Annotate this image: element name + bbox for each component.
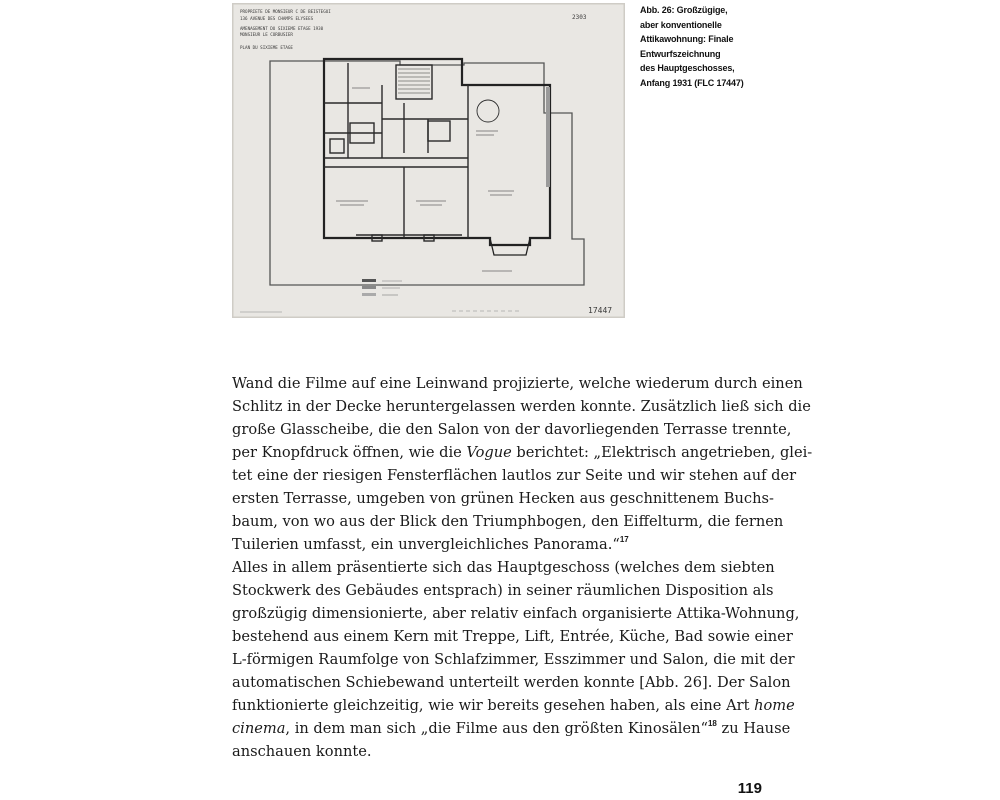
footnote-ref[interactable]: 18 xyxy=(707,719,717,728)
plan-corner-number: 2303 xyxy=(572,14,587,21)
text-line: Wand die Filme auf eine Leinwand projizierte, welche wiederum durch einen xyxy=(232,375,803,392)
magazine-title: Vogue xyxy=(466,444,512,461)
plan-title-line: 136 AVENUE DES CHAMPS ELYSEES xyxy=(240,16,314,21)
text-line: bestehend aus einem Kern mit Treppe, Lift, Entrée, Küche, Bad sowie einer xyxy=(232,628,793,645)
text-run: , in dem man sich „die Filme aus den größten Kinosälen“ xyxy=(285,720,708,737)
text-run: per Knopfdruck öffnen, wie die xyxy=(232,444,467,461)
caption-line: aber konventionelle xyxy=(640,19,722,30)
text-line xyxy=(232,441,813,464)
text-line xyxy=(232,533,762,556)
caption-line: Abb. 26: Großzügige, xyxy=(640,5,728,15)
text-line: Schlitz in der Decke heruntergelassen werden konnte. Zusätzlich ließ sich die xyxy=(232,398,811,415)
text-line: automatischen Schiebewand unterteilt werden konnte [Abb. 26]. Der Salon xyxy=(232,674,791,691)
text-line: ersten Terrasse, umgeben von grünen Hecken aus geschnittenem Buchs- xyxy=(232,490,774,507)
plan-sheet-number: 17447 xyxy=(588,306,613,315)
text-line: Alles in allem präsentierte sich das Hauptgeschoss (welches dem siebten xyxy=(232,559,775,576)
emphasis-text: cinema xyxy=(232,720,286,737)
text-run: zu Hause xyxy=(716,720,791,737)
text-line xyxy=(232,694,795,717)
text-line: anschauen konnte. xyxy=(232,743,372,760)
page-number: 119 xyxy=(737,780,762,797)
text-run: funktionierte gleichzeitig, wie wir bereits gesehen haben, als eine Art xyxy=(232,697,755,714)
plan-title-line: MONSIEUR LE CORBUSIER xyxy=(240,32,293,37)
plan-title-line: PLAN DU SIXIEME ETAGE xyxy=(240,45,293,50)
text-line: L-förmigen Raumfolge von Schlafzimmer, Esszimmer und Salon, die mit der xyxy=(232,651,795,668)
plan-title-line: PROPRIETE DE MONSIEUR C DE BEISTEGUI xyxy=(240,9,331,14)
text-line: Stockwerk des Gebäudes entsprach) in seiner räumlichen Disposition als xyxy=(232,582,774,599)
figure-caption xyxy=(640,3,770,90)
sliding-wall xyxy=(546,87,550,187)
text-line: tet eine der riesigen Fensterflächen lautlos zur Seite und wir stehen auf der xyxy=(232,467,797,484)
caption-line: Attikawohnung: Finale xyxy=(640,34,734,44)
floor-plan-drawing xyxy=(232,3,625,318)
caption-line: Anfang 1931 (FLC 17447) xyxy=(640,77,744,88)
caption-line: Entwurfszeichnung xyxy=(640,48,721,59)
plan-title-line: AMENAGEMENT DU SIXIEME ETAGE 1930 xyxy=(240,26,324,31)
text-line: baum, von wo aus der Blick den Triumphbogen, den Eiffelturm, die fernen xyxy=(232,513,784,530)
text-line: große Glasscheibe, die den Salon von der davorliegenden Terrasse trennte, xyxy=(232,421,792,438)
body-text xyxy=(232,372,813,763)
text-run: berichtet: „Elektrisch angetrieben, glei- xyxy=(511,444,813,461)
caption-line: des Hauptgeschosses, xyxy=(640,63,735,73)
text-line: großzügig dimensionierte, aber relativ einfach organisierte Attika-Wohnung, xyxy=(232,605,800,622)
text-run: Tuilerien umfasst, ein unvergleichliches Panorama.“ xyxy=(232,536,620,553)
emphasis-text: home xyxy=(754,697,795,714)
text-line xyxy=(232,717,791,740)
floor-plan-figure xyxy=(232,3,625,318)
footnote-ref[interactable]: 17 xyxy=(619,535,629,544)
